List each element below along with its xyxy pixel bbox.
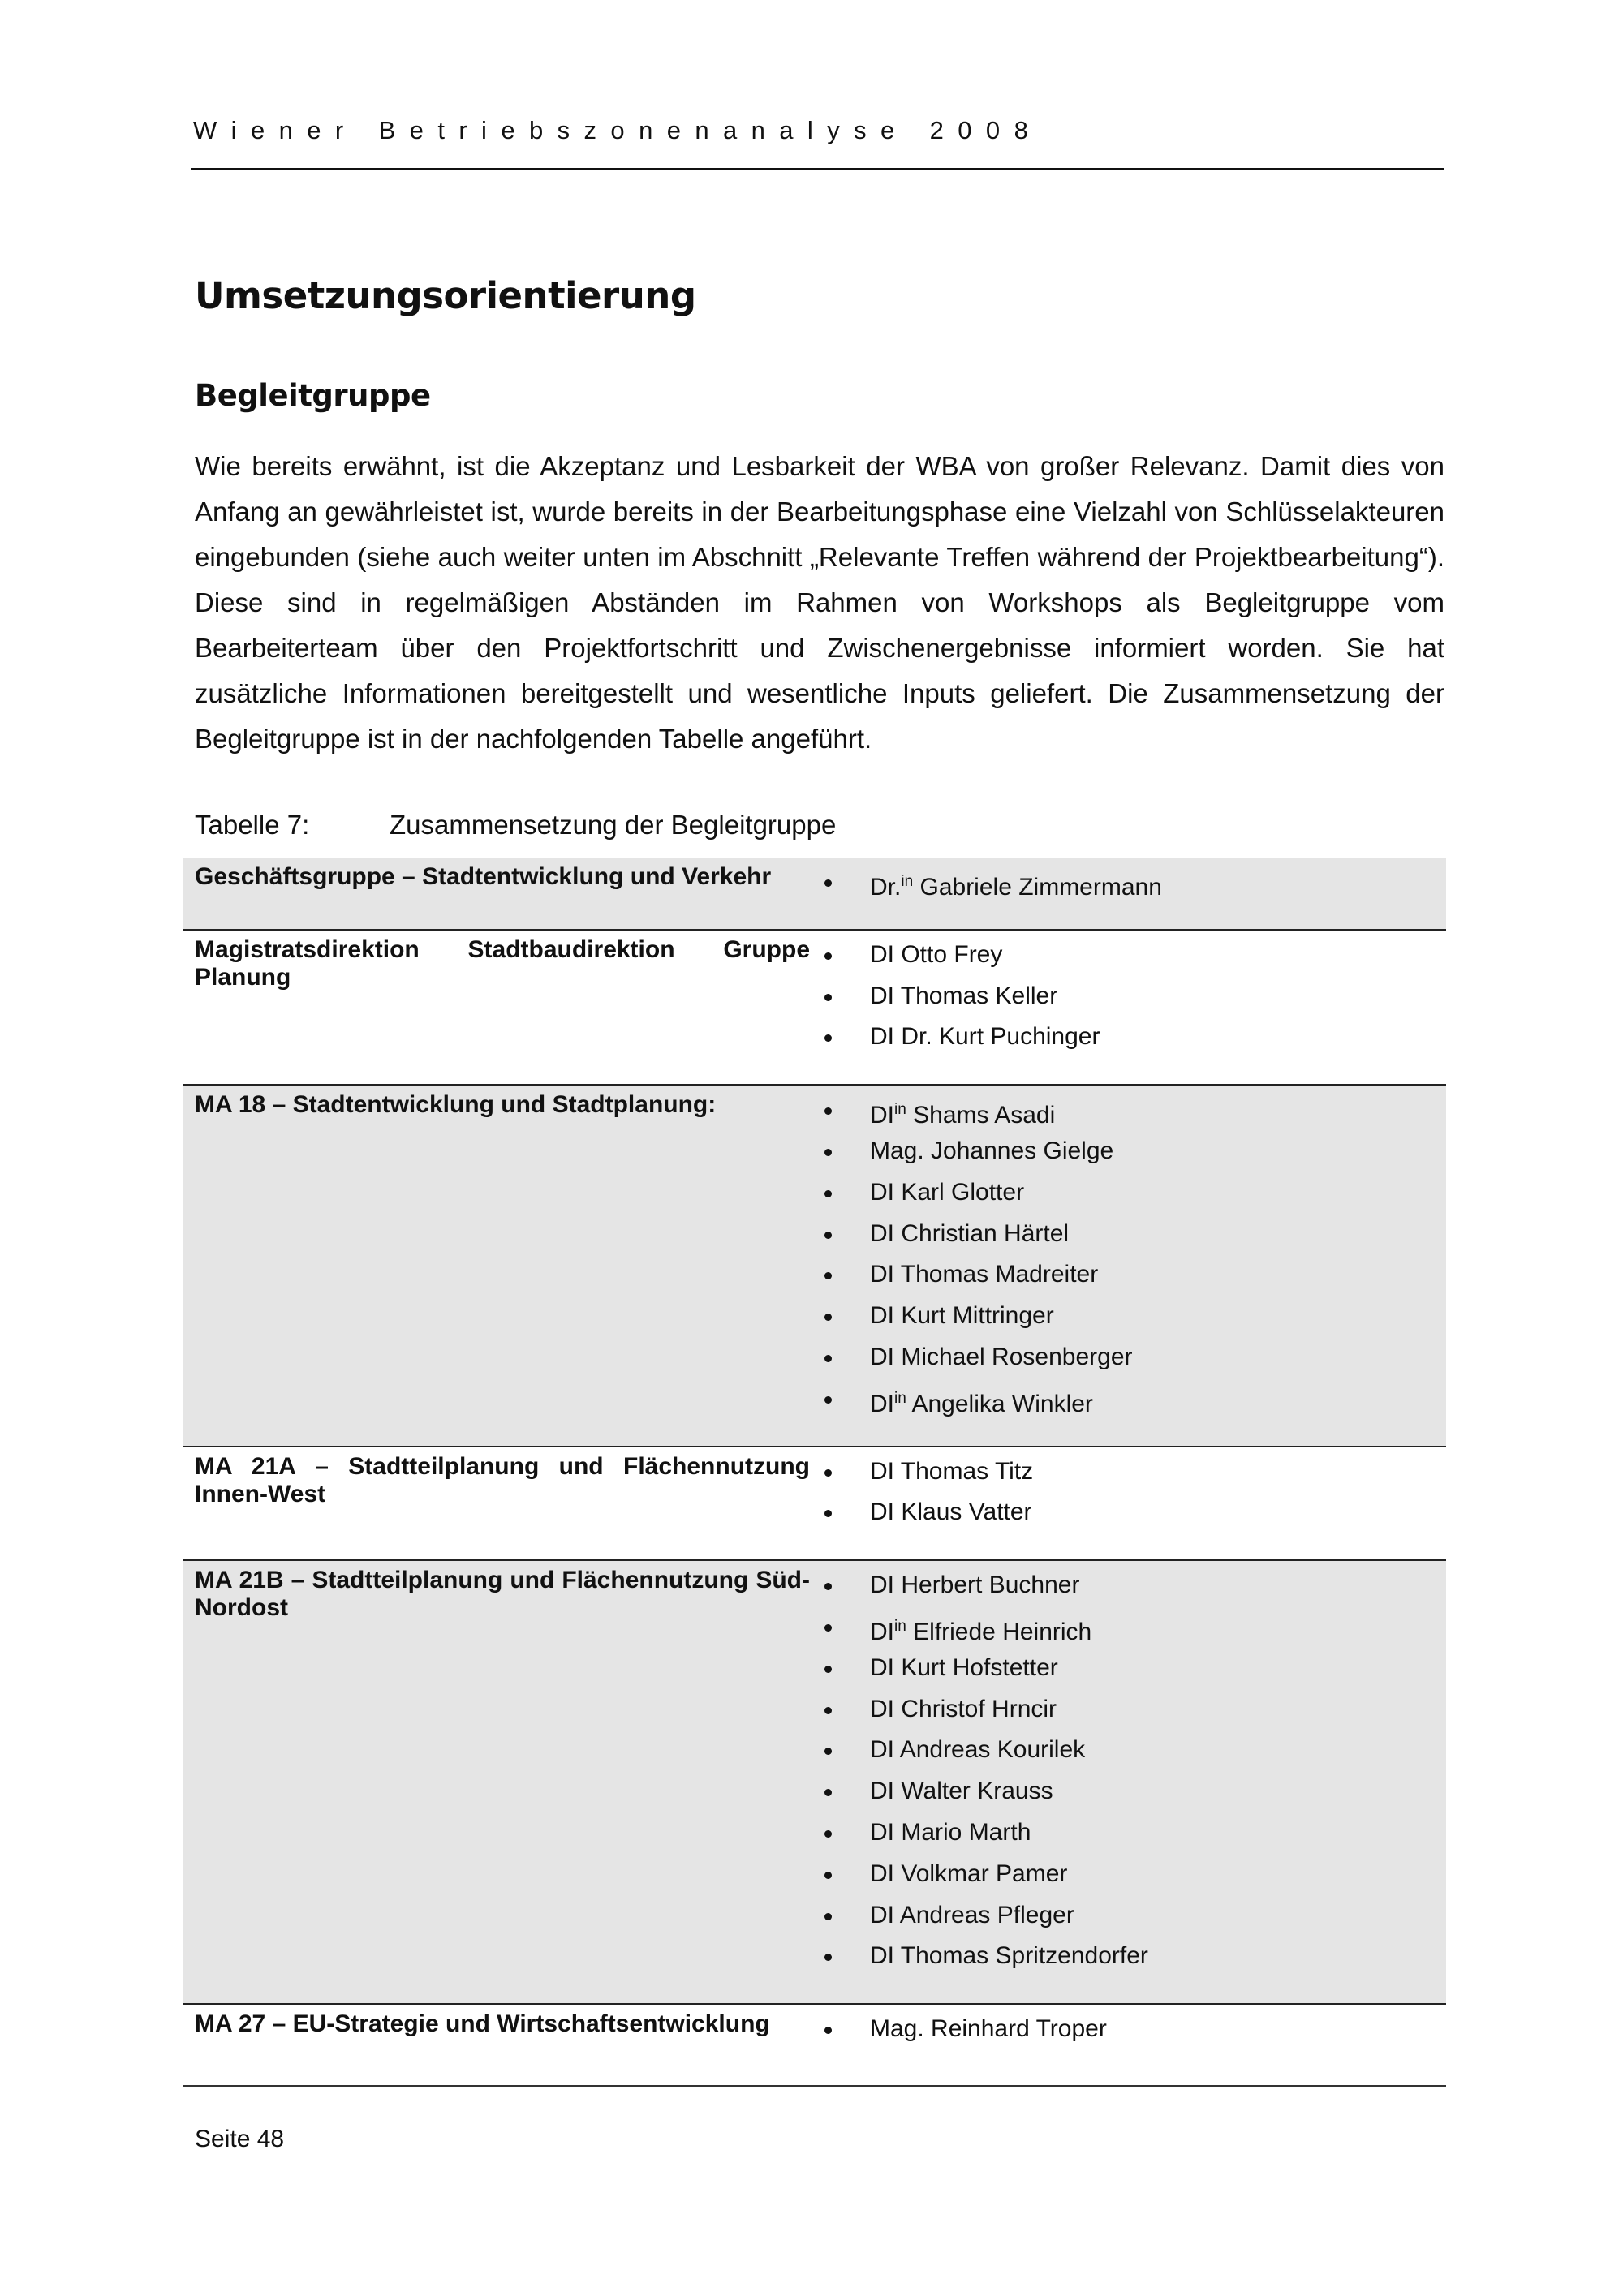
member-list [816, 1086, 1446, 1445]
member-name: Christof Hrncir [901, 1695, 1057, 1722]
list-item [816, 1648, 1446, 1689]
running-header: Wiener Betriebszonenanalyse 2008 [193, 116, 1043, 144]
member-title: DI [870, 940, 894, 968]
organization-name: Geschäftsgruppe – Stadtentwicklung und Verkehr [183, 858, 816, 930]
member-name: Elfriede Heinrich [913, 1618, 1092, 1645]
member-name: Michael Rosenberger [901, 1343, 1133, 1370]
member-title: DI [870, 1390, 894, 1417]
table-caption-label: Tabelle 7: [195, 810, 310, 840]
member-list [816, 858, 1446, 929]
list-item [816, 1771, 1446, 1812]
member-cell [816, 858, 1446, 930]
list-item [816, 1296, 1446, 1337]
organization-name: MA 27 – EU-Strategie und Wirtschaftsentwicklung [183, 2004, 816, 2076]
organization-name: Magistratsdirektion Stadtbaudirektion Gruppe Planung [183, 930, 816, 1085]
member-name: Walter Krauss [901, 1778, 1053, 1805]
table-row [183, 858, 1446, 930]
member-title: DI [870, 1102, 894, 1129]
table-caption [195, 810, 837, 841]
member-name: Johannes Gielge [931, 1137, 1114, 1164]
list-item [816, 1936, 1446, 1977]
member-list [816, 1561, 1446, 2003]
title-superscript: in [894, 1617, 906, 1635]
table-caption-text: Zusammensetzung der Begleitgruppe [390, 810, 837, 840]
member-name: Shams Asadi [913, 1102, 1056, 1129]
list-item [816, 1214, 1446, 1255]
member-name: Christian Härtel [901, 1219, 1070, 1247]
table-row [183, 1560, 1446, 2004]
member-cell [816, 1085, 1446, 1446]
list-item [816, 1254, 1446, 1296]
member-list [816, 1447, 1446, 1560]
member-title: DI [870, 1860, 894, 1887]
member-title: DI [870, 1219, 894, 1247]
list-item [816, 1854, 1446, 1895]
title-superscript: in [901, 873, 914, 890]
footer-rule [183, 2085, 1446, 2087]
list-item [816, 1689, 1446, 1731]
table-row [183, 930, 1446, 1085]
page-number: Seite 48 [195, 2126, 285, 2152]
member-name: Gabriele Zimmermann [919, 874, 1162, 901]
title-superscript: in [894, 1389, 906, 1407]
member-title: DI [870, 1736, 894, 1764]
member-title: Mag. [870, 1137, 924, 1164]
member-title: DI [870, 1818, 894, 1846]
member-name: Thomas Titz [900, 1457, 1034, 1485]
member-name: Kurt Mittringer [901, 1302, 1054, 1330]
member-title: DI [870, 1023, 894, 1051]
member-name: Volkmar Pamer [901, 1860, 1068, 1887]
member-title: DI [870, 1572, 894, 1599]
member-title: Dr. [870, 874, 902, 901]
member-title: DI [870, 1457, 894, 1485]
member-title: DI [870, 1901, 894, 1928]
member-title: DI [870, 1343, 894, 1370]
list-item [816, 1812, 1446, 1854]
section-heading: Umsetzungsorientierung [195, 274, 696, 317]
member-cell [816, 2004, 1446, 2076]
list-item [816, 1090, 1446, 1131]
title-superscript: in [894, 1101, 906, 1119]
member-list [816, 2005, 1446, 2076]
list-item [816, 1565, 1446, 1606]
organization-name: MA 21A – Stadtteilplanung und Flächennutzung Innen-West [183, 1447, 816, 1561]
member-title: DI [870, 1498, 894, 1526]
subsection-heading: Begleitgruppe [195, 378, 431, 413]
table-row [183, 2004, 1446, 2076]
table-row [183, 1085, 1446, 1446]
list-item [816, 1730, 1446, 1771]
members-table [183, 858, 1446, 2076]
list-item [816, 1451, 1446, 1493]
member-title: DI [870, 1261, 894, 1288]
member-name: Andreas Pfleger [899, 1901, 1074, 1928]
header-rule [191, 168, 1444, 170]
member-title: DI [870, 1695, 894, 1722]
list-item [816, 1131, 1446, 1172]
member-name: Andreas Kourilek [899, 1736, 1086, 1764]
member-title: DI [870, 1778, 894, 1805]
member-title: DI [870, 1618, 894, 1645]
list-item [816, 2009, 1446, 2050]
member-name: Otto Frey [901, 940, 1003, 968]
member-name: Thomas Spritzendorfer [900, 1942, 1148, 1970]
organization-name: MA 21B – Stadtteilplanung und Flächennutzung Süd-Nordost [183, 1560, 816, 2004]
member-name: Kurt Hofstetter [901, 1653, 1058, 1681]
member-name: Mario Marth [901, 1818, 1031, 1846]
member-title: DI [870, 1302, 894, 1330]
body-paragraph: Wie bereits erwähnt, ist die Akzeptanz und Lesbarkeit der WBA von großer Relevanz. Damit dies von Anfang an gewährleistet ist, wurde bereits in der Bearbeitungsphase eine Vielzahl von Schlüsselakteuren eingebunden (siehe auch weiter unten im Abschnitt „Relevante Treffen während der Projektbearbeitung“). Diese sind in regelmäßigen Abständen im Rahmen von Workshops als Begleitgruppe vom Bearbeiterteam über den Projektfortschritt und Zwischenergebnisse informiert worden. Sie hat zusätzliche Informationen bereitgestellt und wesentliche Inputs geliefert. Die Zusammensetzung der Begleitgruppe ist in der nachfolgenden Tabelle angeführt. [195, 451, 1444, 754]
member-title: DI [870, 1653, 894, 1681]
organization-name: MA 18 – Stadtentwicklung und Stadtplanung: [183, 1085, 816, 1446]
list-item [816, 862, 1446, 903]
member-title: DI [870, 1178, 894, 1206]
member-name: Herbert Buchner [901, 1572, 1080, 1599]
member-name: Angelika Winkler [911, 1390, 1093, 1417]
member-cell [816, 1560, 1446, 2004]
list-item [816, 1606, 1446, 1648]
member-title: Mag. [870, 2015, 924, 2043]
list-item [816, 976, 1446, 1017]
member-name: Karl Glotter [901, 1178, 1025, 1206]
list-item [816, 935, 1446, 976]
member-title: DI [870, 1942, 894, 1970]
list-item [816, 1492, 1446, 1533]
list-item [816, 1378, 1446, 1420]
list-item [816, 1172, 1446, 1214]
member-title: DI [870, 982, 894, 1009]
member-name: Dr. Kurt Puchinger [901, 1023, 1100, 1051]
table-row [183, 1447, 1446, 1561]
member-cell [816, 1447, 1446, 1561]
member-name: Thomas Keller [900, 982, 1058, 1009]
member-cell [816, 930, 1446, 1085]
list-item [816, 1895, 1446, 1937]
member-list [816, 931, 1446, 1084]
member-name: Klaus Vatter [901, 1498, 1032, 1526]
member-name: Thomas Madreiter [900, 1261, 1099, 1288]
list-item [816, 1337, 1446, 1378]
list-item [816, 1017, 1446, 1058]
member-name: Reinhard Troper [931, 2015, 1107, 2043]
